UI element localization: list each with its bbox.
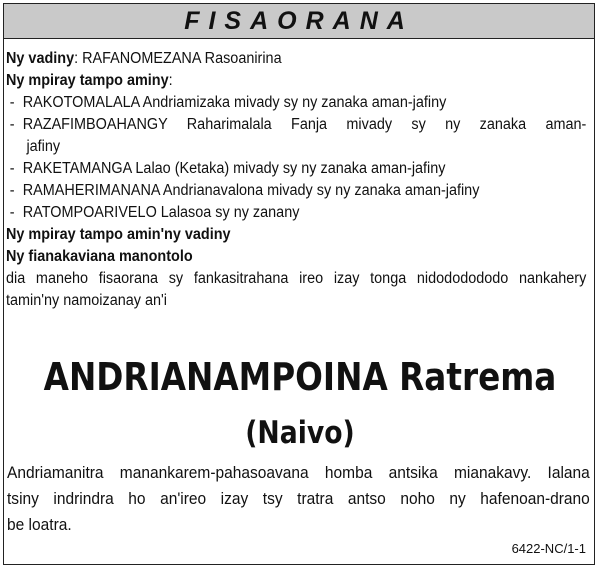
banner bbox=[4, 4, 594, 39]
list-item-continuation: jafiny bbox=[26, 138, 61, 155]
notice-body bbox=[6, 48, 586, 312]
list-item: - RAMAHERIMANANA Andrianavalona mivady sy ny zanaka aman-jafiny bbox=[6, 180, 586, 202]
closing-paragraph bbox=[7, 460, 590, 538]
reference-code: 6422-NC/1-1 bbox=[511, 541, 586, 556]
siblings-line bbox=[6, 70, 586, 92]
list-item-text: RATOMPOARIVELO Lalasoa sy ny zanany bbox=[22, 204, 300, 221]
deceased-nickname: (Naivo) bbox=[245, 415, 355, 451]
in-laws-line: Ny mpiray tampo amin'ny vadiny bbox=[6, 226, 231, 243]
list-item: - RAKETAMANGA Lalao (Ketaka) mivady sy ny zanaka aman-jafiny bbox=[6, 158, 586, 180]
thanks-paragraph bbox=[6, 268, 586, 312]
siblings-label: Ny mpiray tampo aminy bbox=[6, 72, 169, 89]
family-line: Ny fianakaviana manontolo bbox=[6, 248, 193, 265]
closing-line-2: tsiny indrindra ho an'ireo izay tsy tratra antso noho ny hafenoan-drano bbox=[7, 490, 590, 508]
spouse-value: : RAFANOMEZANA Rasoanirina bbox=[74, 50, 282, 67]
list-item-text: RAMAHERIMANANA Andrianavalona mivady sy ny zanaka aman-jafiny bbox=[22, 182, 480, 199]
list-item: - RAZAFIMBOAHANGY Raharimalala Fanja mivady sy ny zanaka aman- jafiny bbox=[6, 114, 586, 158]
list-item-text: RAKOTOMALALA Andriamizaka mivady sy ny zanaka aman-jafiny bbox=[22, 94, 447, 111]
thanks-line-1: dia maneho fisaorana sy fankasitrahana ireo izay tonga nidododododo nankahery bbox=[6, 270, 587, 287]
thanks-line-2: tamin'ny namoizanay an'i bbox=[6, 292, 167, 309]
siblings-suffix: : bbox=[168, 72, 173, 89]
banner-title: FISAORANA bbox=[184, 6, 414, 35]
spouse-label: Ny vadiny bbox=[6, 50, 75, 67]
list-item: - RATOMPOARIVELO Lalasoa sy ny zanany bbox=[6, 202, 586, 224]
deceased-name: ANDRIANAMPOINA Ratrema bbox=[43, 355, 557, 399]
spouse-line bbox=[6, 48, 586, 70]
closing-line-1: Andriamanitra manankarem-pahasoavana homba antsika mianakavy. Ialana bbox=[7, 464, 590, 482]
list-item-text: RAZAFIMBOAHANGY Raharimalala Fanja mivady sy ny zanaka aman- bbox=[22, 116, 587, 133]
list-item: - RAKOTOMALALA Andriamizaka mivady sy ny zanaka aman-jafiny bbox=[6, 92, 586, 114]
closing-line-3: be loatra. bbox=[7, 516, 72, 534]
list-item-text: RAKETAMANGA Lalao (Ketaka) mivady sy ny zanaka aman-jafiny bbox=[22, 160, 446, 177]
